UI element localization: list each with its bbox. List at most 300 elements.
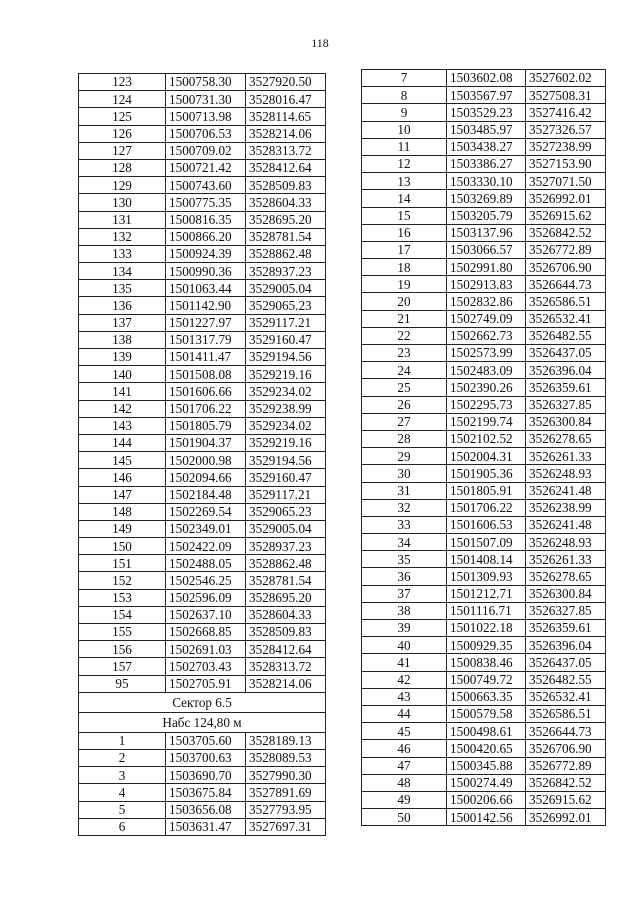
x-coordinate-cell: 1500142.56 bbox=[447, 809, 526, 826]
y-coordinate-cell: 3526241.48 bbox=[526, 516, 606, 533]
point-number-cell: 134 bbox=[79, 263, 166, 280]
x-coordinate-cell: 1501227.97 bbox=[166, 314, 246, 331]
y-coordinate-cell: 3526915.62 bbox=[526, 791, 606, 808]
y-coordinate-cell: 3527416.42 bbox=[526, 104, 606, 121]
point-number-cell: 27 bbox=[362, 413, 447, 430]
table-row bbox=[362, 241, 606, 258]
point-number-cell: 8 bbox=[362, 87, 447, 104]
point-number-cell: 95 bbox=[79, 675, 166, 692]
table-row bbox=[362, 705, 606, 722]
y-coordinate-cell: 3529219.16 bbox=[246, 366, 326, 383]
x-coordinate-cell: 1502913.83 bbox=[447, 276, 526, 293]
y-coordinate-cell: 3528214.06 bbox=[246, 675, 326, 692]
x-coordinate-cell: 1501905.36 bbox=[447, 465, 526, 482]
point-number-cell: 123 bbox=[79, 74, 166, 91]
point-number-cell: 133 bbox=[79, 245, 166, 262]
point-number-cell: 45 bbox=[362, 723, 447, 740]
y-coordinate-cell: 3526772.89 bbox=[526, 757, 606, 774]
y-coordinate-cell: 3528937.23 bbox=[246, 538, 326, 555]
point-number-cell: 29 bbox=[362, 448, 447, 465]
point-number-cell: 22 bbox=[362, 327, 447, 344]
table-row bbox=[79, 641, 326, 658]
x-coordinate-cell: 1503529.23 bbox=[447, 104, 526, 121]
table-row bbox=[79, 74, 326, 91]
y-coordinate-cell: 3526644.73 bbox=[526, 723, 606, 740]
y-coordinate-cell: 3526482.55 bbox=[526, 671, 606, 688]
x-coordinate-cell: 1501706.22 bbox=[447, 499, 526, 516]
table-row bbox=[362, 688, 606, 705]
table-row bbox=[79, 555, 326, 572]
x-coordinate-cell: 1500775.35 bbox=[166, 194, 246, 211]
table-row bbox=[362, 568, 606, 585]
point-number-cell: 126 bbox=[79, 125, 166, 142]
x-coordinate-cell: 1501022.18 bbox=[447, 620, 526, 637]
y-coordinate-cell: 3526586.51 bbox=[526, 293, 606, 310]
point-number-cell: 3 bbox=[79, 767, 166, 784]
point-number-cell: 128 bbox=[79, 159, 166, 176]
y-coordinate-cell: 3529194.56 bbox=[246, 349, 326, 366]
x-coordinate-cell: 1502703.43 bbox=[166, 658, 246, 675]
table-row bbox=[79, 331, 326, 348]
point-number-cell: 39 bbox=[362, 620, 447, 637]
x-coordinate-cell: 1502691.03 bbox=[166, 641, 246, 658]
y-coordinate-cell: 3529234.02 bbox=[246, 417, 326, 434]
y-coordinate-cell: 3526532.41 bbox=[526, 688, 606, 705]
table-row bbox=[79, 125, 326, 142]
point-number-cell: 18 bbox=[362, 259, 447, 276]
point-number-cell: 24 bbox=[362, 362, 447, 379]
x-coordinate-cell: 1500579.58 bbox=[447, 705, 526, 722]
y-coordinate-cell: 3526706.90 bbox=[526, 259, 606, 276]
y-coordinate-cell: 3528412.64 bbox=[246, 641, 326, 658]
point-number-cell: 26 bbox=[362, 396, 447, 413]
table-row bbox=[362, 362, 606, 379]
table-row bbox=[79, 606, 326, 623]
point-number-cell: 35 bbox=[362, 551, 447, 568]
point-number-cell: 16 bbox=[362, 224, 447, 241]
x-coordinate-cell: 1502832.86 bbox=[447, 293, 526, 310]
x-coordinate-cell: 1502349.01 bbox=[166, 520, 246, 537]
table-row bbox=[362, 671, 606, 688]
point-number-cell: 17 bbox=[362, 241, 447, 258]
point-number-cell: 135 bbox=[79, 280, 166, 297]
table-row bbox=[362, 448, 606, 465]
table-row bbox=[362, 465, 606, 482]
table-row bbox=[79, 572, 326, 589]
x-coordinate-cell: 1502488.05 bbox=[166, 555, 246, 572]
y-coordinate-cell: 3526482.55 bbox=[526, 327, 606, 344]
x-coordinate-cell: 1503567.97 bbox=[447, 87, 526, 104]
x-coordinate-cell: 1500816.35 bbox=[166, 211, 246, 228]
x-coordinate-cell: 1503438.27 bbox=[447, 138, 526, 155]
point-number-cell: 140 bbox=[79, 366, 166, 383]
x-coordinate-cell: 1500706.53 bbox=[166, 125, 246, 142]
table-row bbox=[362, 327, 606, 344]
y-coordinate-cell: 3528089.53 bbox=[246, 749, 326, 766]
y-coordinate-cell: 3529005.04 bbox=[246, 520, 326, 537]
y-coordinate-cell: 3526238.99 bbox=[526, 499, 606, 516]
point-number-cell: 149 bbox=[79, 520, 166, 537]
point-number-cell: 153 bbox=[79, 589, 166, 606]
point-number-cell: 2 bbox=[79, 749, 166, 766]
table-row bbox=[362, 293, 606, 310]
y-coordinate-cell: 3526327.85 bbox=[526, 396, 606, 413]
point-number-cell: 138 bbox=[79, 331, 166, 348]
table-row bbox=[362, 620, 606, 637]
x-coordinate-cell: 1501507.09 bbox=[447, 534, 526, 551]
x-coordinate-cell: 1502705.91 bbox=[166, 675, 246, 692]
table-row bbox=[79, 417, 326, 434]
y-coordinate-cell: 3527508.31 bbox=[526, 87, 606, 104]
x-coordinate-cell: 1503137.96 bbox=[447, 224, 526, 241]
point-number-cell: 139 bbox=[79, 349, 166, 366]
point-number-cell: 154 bbox=[79, 606, 166, 623]
table-row bbox=[79, 108, 326, 125]
x-coordinate-cell: 1500866.20 bbox=[166, 228, 246, 245]
x-coordinate-cell: 1501606.53 bbox=[447, 516, 526, 533]
x-coordinate-cell: 1500274.49 bbox=[447, 774, 526, 791]
point-number-cell: 11 bbox=[362, 138, 447, 155]
table-row bbox=[79, 349, 326, 366]
table-row bbox=[362, 121, 606, 138]
x-coordinate-cell: 1500743.60 bbox=[166, 177, 246, 194]
table-row bbox=[362, 190, 606, 207]
right-coordinates-table bbox=[361, 69, 606, 826]
table-row bbox=[79, 280, 326, 297]
point-number-cell: 156 bbox=[79, 641, 166, 658]
y-coordinate-cell: 3526300.84 bbox=[526, 585, 606, 602]
x-coordinate-cell: 1501805.91 bbox=[447, 482, 526, 499]
y-coordinate-cell: 3526644.73 bbox=[526, 276, 606, 293]
point-number-cell: 37 bbox=[362, 585, 447, 602]
y-coordinate-cell: 3526278.65 bbox=[526, 568, 606, 585]
table-row bbox=[79, 732, 326, 749]
x-coordinate-cell: 1501706.22 bbox=[166, 400, 246, 417]
y-coordinate-cell: 3529219.16 bbox=[246, 434, 326, 451]
point-number-cell: 12 bbox=[362, 155, 447, 172]
point-number-cell: 152 bbox=[79, 572, 166, 589]
x-coordinate-cell: 1502184.48 bbox=[166, 486, 246, 503]
point-number-cell: 13 bbox=[362, 173, 447, 190]
table-row bbox=[362, 482, 606, 499]
y-coordinate-cell: 3528189.13 bbox=[246, 732, 326, 749]
table-row bbox=[79, 784, 326, 801]
table-row bbox=[362, 757, 606, 774]
section-subtitle: Набс 124,80 м bbox=[79, 712, 326, 732]
y-coordinate-cell: 3526842.52 bbox=[526, 224, 606, 241]
y-coordinate-cell: 3529065.23 bbox=[246, 503, 326, 520]
x-coordinate-cell: 1502199.74 bbox=[447, 413, 526, 430]
y-coordinate-cell: 3528214.06 bbox=[246, 125, 326, 142]
x-coordinate-cell: 1503631.47 bbox=[166, 818, 246, 835]
x-coordinate-cell: 1503269.89 bbox=[447, 190, 526, 207]
point-number-cell: 1 bbox=[79, 732, 166, 749]
table-row bbox=[362, 155, 606, 172]
x-coordinate-cell: 1503675.84 bbox=[166, 784, 246, 801]
table-row bbox=[79, 91, 326, 108]
y-coordinate-cell: 3528509.83 bbox=[246, 624, 326, 641]
point-number-cell: 23 bbox=[362, 345, 447, 362]
x-coordinate-cell: 1502546.25 bbox=[166, 572, 246, 589]
table-row bbox=[362, 774, 606, 791]
y-coordinate-cell: 3529160.47 bbox=[246, 469, 326, 486]
y-coordinate-cell: 3526261.33 bbox=[526, 551, 606, 568]
point-number-cell: 131 bbox=[79, 211, 166, 228]
table-row bbox=[79, 228, 326, 245]
table-row bbox=[79, 658, 326, 675]
y-coordinate-cell: 3526359.61 bbox=[526, 620, 606, 637]
table-row bbox=[362, 430, 606, 447]
y-coordinate-cell: 3528114.65 bbox=[246, 108, 326, 125]
x-coordinate-cell: 1502102.52 bbox=[447, 430, 526, 447]
x-coordinate-cell: 1500749.72 bbox=[447, 671, 526, 688]
point-number-cell: 6 bbox=[79, 818, 166, 835]
y-coordinate-cell: 3529160.47 bbox=[246, 331, 326, 348]
point-number-cell: 34 bbox=[362, 534, 447, 551]
table-row bbox=[79, 469, 326, 486]
x-coordinate-cell: 1501805.79 bbox=[166, 417, 246, 434]
y-coordinate-cell: 3529117.21 bbox=[246, 486, 326, 503]
y-coordinate-cell: 3528604.33 bbox=[246, 194, 326, 211]
y-coordinate-cell: 3526241.48 bbox=[526, 482, 606, 499]
table-row bbox=[362, 345, 606, 362]
x-coordinate-cell: 1502295.73 bbox=[447, 396, 526, 413]
point-number-cell: 129 bbox=[79, 177, 166, 194]
x-coordinate-cell: 1502637.10 bbox=[166, 606, 246, 623]
point-number-cell: 155 bbox=[79, 624, 166, 641]
point-number-cell: 15 bbox=[362, 207, 447, 224]
y-coordinate-cell: 3526772.89 bbox=[526, 241, 606, 258]
x-coordinate-cell: 1503205.79 bbox=[447, 207, 526, 224]
table-row bbox=[362, 87, 606, 104]
x-coordinate-cell: 1501606.66 bbox=[166, 383, 246, 400]
x-coordinate-cell: 1501116.71 bbox=[447, 602, 526, 619]
y-coordinate-cell: 3528016.47 bbox=[246, 91, 326, 108]
y-coordinate-cell: 3527238.99 bbox=[526, 138, 606, 155]
point-number-cell: 32 bbox=[362, 499, 447, 516]
x-coordinate-cell: 1502422.09 bbox=[166, 538, 246, 555]
y-coordinate-cell: 3528937.23 bbox=[246, 263, 326, 280]
x-coordinate-cell: 1503330.10 bbox=[447, 173, 526, 190]
x-coordinate-cell: 1503656.08 bbox=[166, 801, 246, 818]
point-number-cell: 40 bbox=[362, 637, 447, 654]
page-number: 118 bbox=[311, 36, 329, 50]
point-number-cell: 124 bbox=[79, 91, 166, 108]
x-coordinate-cell: 1502668.85 bbox=[166, 624, 246, 641]
x-coordinate-cell: 1500420.65 bbox=[447, 740, 526, 757]
x-coordinate-cell: 1502749.09 bbox=[447, 310, 526, 327]
point-number-cell: 19 bbox=[362, 276, 447, 293]
table-row bbox=[79, 538, 326, 555]
table-row bbox=[362, 396, 606, 413]
section-header-row bbox=[79, 692, 326, 712]
x-coordinate-cell: 1502483.09 bbox=[447, 362, 526, 379]
x-coordinate-cell: 1503066.57 bbox=[447, 241, 526, 258]
y-coordinate-cell: 3526359.61 bbox=[526, 379, 606, 396]
point-number-cell: 38 bbox=[362, 602, 447, 619]
point-number-cell: 148 bbox=[79, 503, 166, 520]
table-row bbox=[79, 801, 326, 818]
y-coordinate-cell: 3526842.52 bbox=[526, 774, 606, 791]
table-row bbox=[362, 809, 606, 826]
table-row bbox=[79, 749, 326, 766]
point-number-cell: 136 bbox=[79, 297, 166, 314]
left-table-body bbox=[79, 74, 326, 836]
point-number-cell: 132 bbox=[79, 228, 166, 245]
x-coordinate-cell: 1502269.54 bbox=[166, 503, 246, 520]
point-number-cell: 43 bbox=[362, 688, 447, 705]
y-coordinate-cell: 3527697.31 bbox=[246, 818, 326, 835]
right-table-body bbox=[362, 70, 606, 826]
table-row bbox=[362, 551, 606, 568]
y-coordinate-cell: 3527326.57 bbox=[526, 121, 606, 138]
y-coordinate-cell: 3529005.04 bbox=[246, 280, 326, 297]
y-coordinate-cell: 3529117.21 bbox=[246, 314, 326, 331]
x-coordinate-cell: 1502662.73 bbox=[447, 327, 526, 344]
x-coordinate-cell: 1502094.66 bbox=[166, 469, 246, 486]
point-number-cell: 143 bbox=[79, 417, 166, 434]
y-coordinate-cell: 3526992.01 bbox=[526, 190, 606, 207]
table-row bbox=[79, 297, 326, 314]
y-coordinate-cell: 3528781.54 bbox=[246, 228, 326, 245]
table-row bbox=[79, 142, 326, 159]
x-coordinate-cell: 1500929.35 bbox=[447, 637, 526, 654]
y-coordinate-cell: 3529194.56 bbox=[246, 452, 326, 469]
y-coordinate-cell: 3526396.04 bbox=[526, 637, 606, 654]
x-coordinate-cell: 1501411.47 bbox=[166, 349, 246, 366]
table-row bbox=[79, 383, 326, 400]
table-row bbox=[79, 314, 326, 331]
point-number-cell: 144 bbox=[79, 434, 166, 451]
y-coordinate-cell: 3526278.65 bbox=[526, 430, 606, 447]
table-row bbox=[362, 207, 606, 224]
table-row bbox=[79, 818, 326, 835]
y-coordinate-cell: 3526532.41 bbox=[526, 310, 606, 327]
point-number-cell: 137 bbox=[79, 314, 166, 331]
table-row bbox=[79, 452, 326, 469]
table-row bbox=[362, 276, 606, 293]
table-row bbox=[79, 486, 326, 503]
y-coordinate-cell: 3526915.62 bbox=[526, 207, 606, 224]
y-coordinate-cell: 3529065.23 bbox=[246, 297, 326, 314]
y-coordinate-cell: 3526248.93 bbox=[526, 534, 606, 551]
y-coordinate-cell: 3529238.99 bbox=[246, 400, 326, 417]
point-number-cell: 36 bbox=[362, 568, 447, 585]
point-number-cell: 28 bbox=[362, 430, 447, 447]
x-coordinate-cell: 1500924.39 bbox=[166, 245, 246, 262]
x-coordinate-cell: 1501508.08 bbox=[166, 366, 246, 383]
table-row bbox=[79, 675, 326, 692]
x-coordinate-cell: 1500206.66 bbox=[447, 791, 526, 808]
x-coordinate-cell: 1502991.80 bbox=[447, 259, 526, 276]
y-coordinate-cell: 3528604.33 bbox=[246, 606, 326, 623]
table-row bbox=[362, 259, 606, 276]
y-coordinate-cell: 3527602.02 bbox=[526, 70, 606, 87]
y-coordinate-cell: 3527793.95 bbox=[246, 801, 326, 818]
x-coordinate-cell: 1500721.42 bbox=[166, 159, 246, 176]
table-row bbox=[79, 177, 326, 194]
table-row bbox=[79, 767, 326, 784]
point-number-cell: 48 bbox=[362, 774, 447, 791]
section-title: Сектор 6.5 bbox=[79, 692, 326, 712]
y-coordinate-cell: 3528862.48 bbox=[246, 555, 326, 572]
table-row bbox=[79, 194, 326, 211]
y-coordinate-cell: 3526396.04 bbox=[526, 362, 606, 379]
point-number-cell: 49 bbox=[362, 791, 447, 808]
x-coordinate-cell: 1503602.08 bbox=[447, 70, 526, 87]
table-row bbox=[79, 520, 326, 537]
point-number-cell: 125 bbox=[79, 108, 166, 125]
table-row bbox=[362, 791, 606, 808]
table-row bbox=[79, 211, 326, 228]
x-coordinate-cell: 1500713.98 bbox=[166, 108, 246, 125]
y-coordinate-cell: 3527920.50 bbox=[246, 74, 326, 91]
y-coordinate-cell: 3526327.85 bbox=[526, 602, 606, 619]
table-row bbox=[79, 503, 326, 520]
table-row bbox=[362, 379, 606, 396]
table-row bbox=[362, 637, 606, 654]
x-coordinate-cell: 1503485.97 bbox=[447, 121, 526, 138]
x-coordinate-cell: 1501142.90 bbox=[166, 297, 246, 314]
y-coordinate-cell: 3526586.51 bbox=[526, 705, 606, 722]
x-coordinate-cell: 1500990.36 bbox=[166, 263, 246, 280]
y-coordinate-cell: 3528695.20 bbox=[246, 211, 326, 228]
x-coordinate-cell: 1500838.46 bbox=[447, 654, 526, 671]
left-coordinates-table bbox=[78, 73, 326, 836]
table-row bbox=[362, 413, 606, 430]
y-coordinate-cell: 3528313.72 bbox=[246, 142, 326, 159]
x-coordinate-cell: 1502390.26 bbox=[447, 379, 526, 396]
x-coordinate-cell: 1502000.98 bbox=[166, 452, 246, 469]
y-coordinate-cell: 3529234.02 bbox=[246, 383, 326, 400]
point-number-cell: 146 bbox=[79, 469, 166, 486]
table-row bbox=[362, 138, 606, 155]
point-number-cell: 141 bbox=[79, 383, 166, 400]
table-row bbox=[362, 534, 606, 551]
y-coordinate-cell: 3526437.05 bbox=[526, 345, 606, 362]
table-row bbox=[79, 400, 326, 417]
point-number-cell: 127 bbox=[79, 142, 166, 159]
table-row bbox=[79, 589, 326, 606]
table-row bbox=[362, 740, 606, 757]
point-number-cell: 42 bbox=[362, 671, 447, 688]
point-number-cell: 41 bbox=[362, 654, 447, 671]
table-row bbox=[362, 499, 606, 516]
x-coordinate-cell: 1501063.44 bbox=[166, 280, 246, 297]
y-coordinate-cell: 3528862.48 bbox=[246, 245, 326, 262]
x-coordinate-cell: 1501309.93 bbox=[447, 568, 526, 585]
point-number-cell: 46 bbox=[362, 740, 447, 757]
x-coordinate-cell: 1503386.27 bbox=[447, 155, 526, 172]
point-number-cell: 142 bbox=[79, 400, 166, 417]
table-row bbox=[79, 366, 326, 383]
y-coordinate-cell: 3526992.01 bbox=[526, 809, 606, 826]
x-coordinate-cell: 1500345.88 bbox=[447, 757, 526, 774]
x-coordinate-cell: 1503690.70 bbox=[166, 767, 246, 784]
table-row bbox=[362, 224, 606, 241]
x-coordinate-cell: 1500663.35 bbox=[447, 688, 526, 705]
y-coordinate-cell: 3526706.90 bbox=[526, 740, 606, 757]
y-coordinate-cell: 3527891.69 bbox=[246, 784, 326, 801]
point-number-cell: 21 bbox=[362, 310, 447, 327]
point-number-cell: 157 bbox=[79, 658, 166, 675]
x-coordinate-cell: 1500709.02 bbox=[166, 142, 246, 159]
point-number-cell: 4 bbox=[79, 784, 166, 801]
table-row bbox=[362, 585, 606, 602]
table-row bbox=[362, 70, 606, 87]
y-coordinate-cell: 3528781.54 bbox=[246, 572, 326, 589]
x-coordinate-cell: 1500731.30 bbox=[166, 91, 246, 108]
